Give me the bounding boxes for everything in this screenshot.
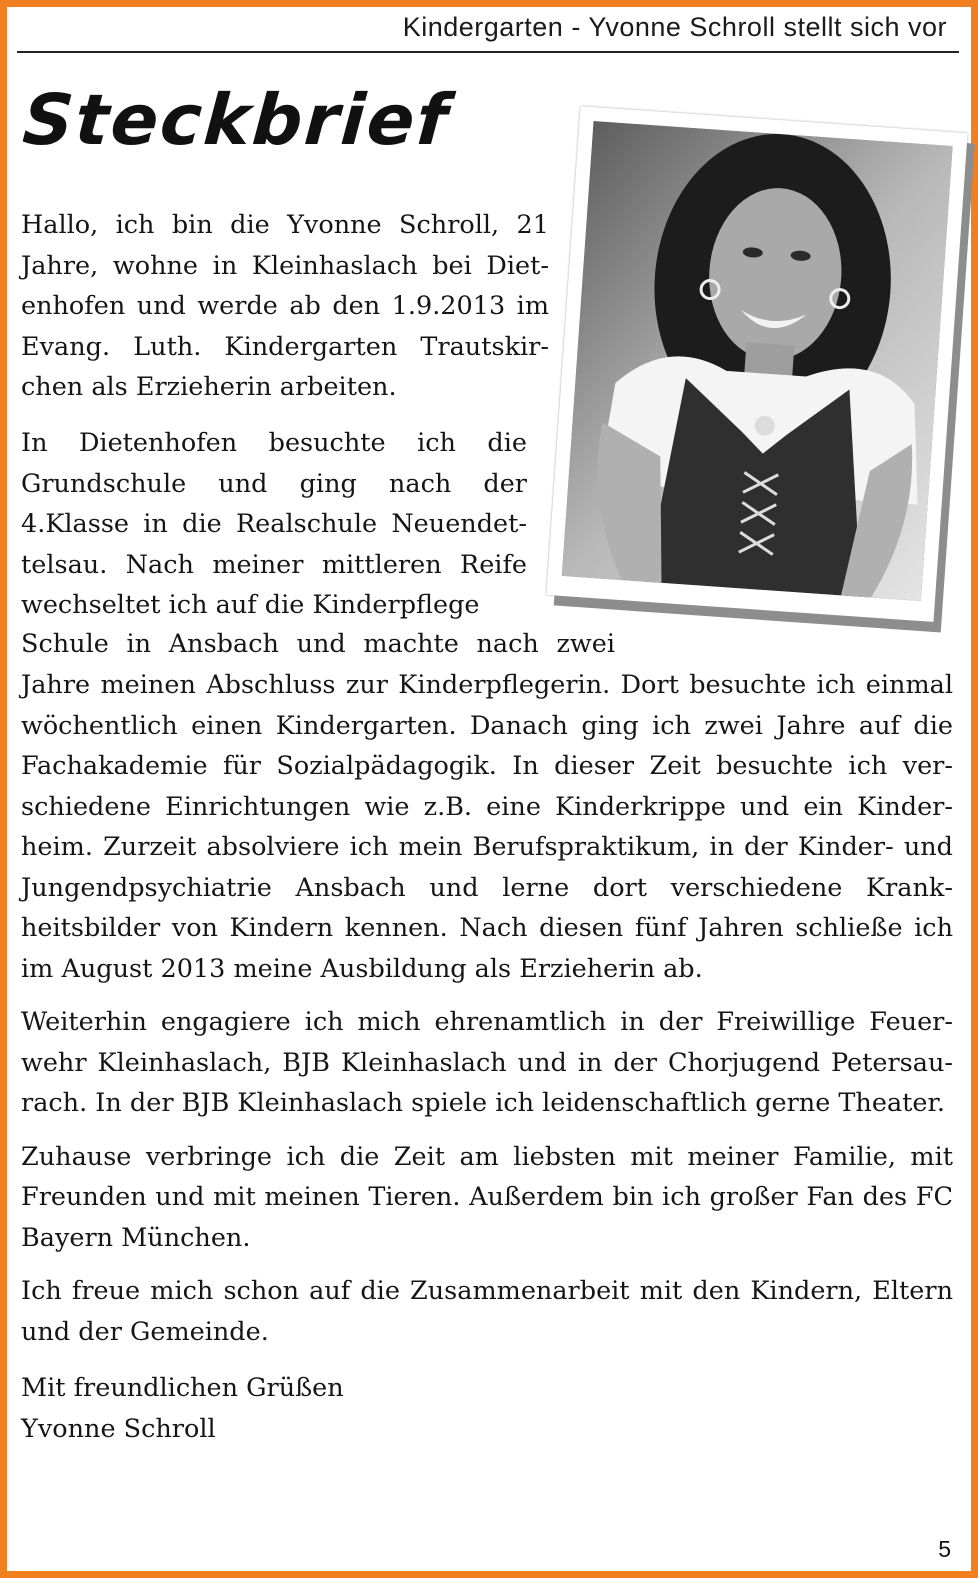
paragraph-volunteer: Weiterhin engagiere ich mich ehrenamtlich in der Freiwillige Feuerwehr Kleinhaslach, BJB Kleinhaslach und in der Chorjugend Petersaurach. In der BJB Kleinhaslach spiele ich leidenschaftlich gerne Theater. <box>21 1007 953 1118</box>
closing-greeting: Mit freundlichen Grüßen <box>21 1373 344 1403</box>
paragraph-school: In Dietenhofen besuchte ich die Grundschule und ging nach der 4.Klasse in die Realschule Neuendettelsau. Nach meiner mittleren Reife wechseltet ich auf die Kinderpflege <box>21 428 527 620</box>
main-paragraph <box>21 665 953 1449</box>
school-line <box>21 624 615 665</box>
page-title: Steckbrief <box>20 79 452 161</box>
school-paragraph <box>21 423 527 626</box>
paragraph-outlook: Ich freue mich schon auf die Zusammenarbeit mit den Kindern, Eltern und der Gemeinde. <box>21 1276 953 1347</box>
paragraph-school-continued: Schule in Ansbach und machte nach zwei <box>21 629 615 659</box>
portrait-photo <box>562 121 953 601</box>
paragraph-education: Jahre meinen Abschluss zur Kinderpflegerin. Dort besuchte ich einmal wöchentlich einen Kindergarten. Danach ging ich zwei Jahre auf die Fachakademie für Sozialpädagogik. In dieser Zeit besuchte ich verschiedene Einrichtungen wie z.B. eine Kinderkrippe und ein Kinderheim. Zurzeit absolviere ich mein Berufspraktikum, in der Kinder- und Jungendpsychiatrie Ansbach und lerne dort verschiedene Krankheitsbilder von Kindern kennen. Nach diesen fünf Jahren schließe ich im August 2013 meine Ausbildung als Erzieherin ab. <box>21 670 953 984</box>
intro-paragraph <box>21 205 549 408</box>
portrait-illustration <box>562 121 953 601</box>
paragraph-intro: Hallo, ich bin die Yvonne Schroll, 21 Jahre, wohne in Kleinhaslach bei Dietenhofen und werde ab den 1.9.2013 im Evang. Luth. Kindergarten Trautskirchen als Erzieherin arbeiten. <box>21 210 549 402</box>
closing-name: Yvonne Schroll <box>21 1413 216 1444</box>
page-number: 5 <box>938 1536 951 1562</box>
page-header: Kindergarten - Yvonne Schroll stellt sich vor <box>17 7 959 53</box>
portrait-photo-frame <box>546 106 967 622</box>
paragraph-hobbies: Zuhause verbringe ich die Zeit am liebsten mit meiner Familie, mit Freunden und mit meinen Tieren. Außerdem bin ich großer Fan des FC Bayern München. <box>21 1141 953 1253</box>
